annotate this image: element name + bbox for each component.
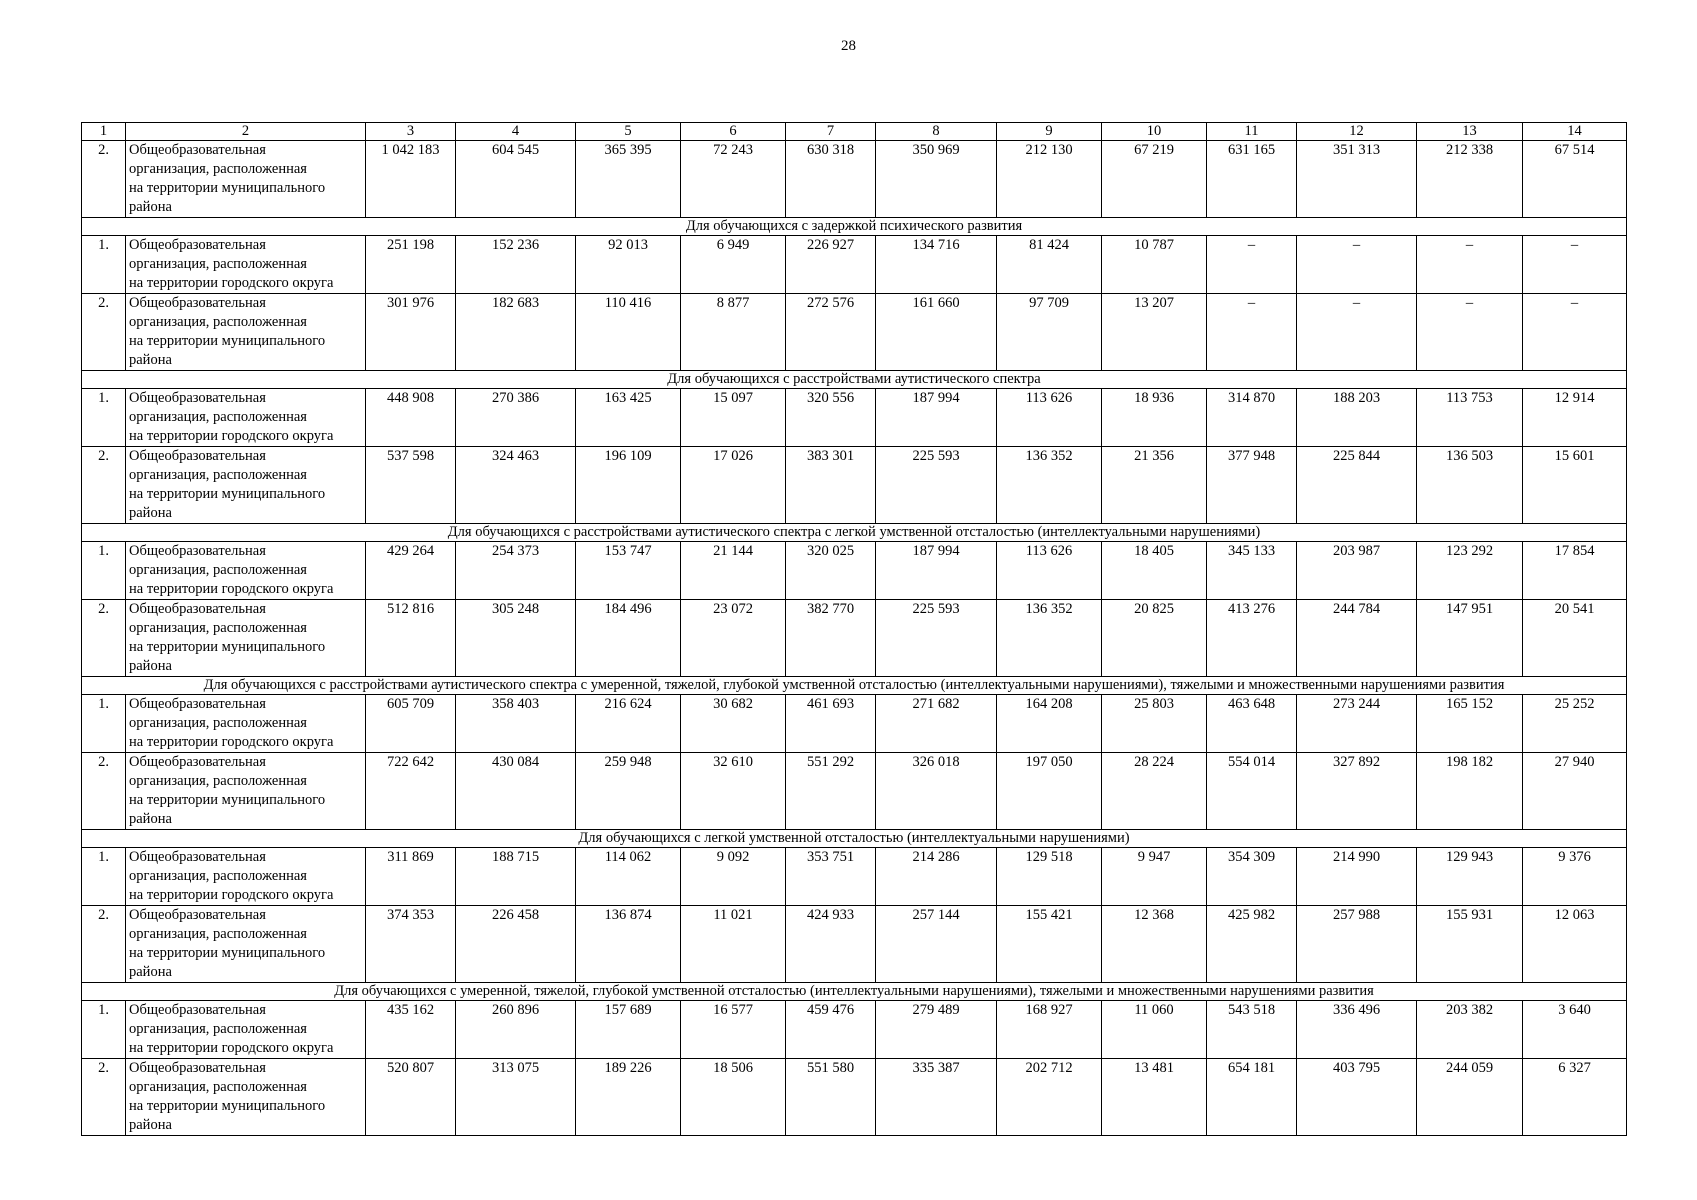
section-title: Для обучающихся с расстройствами аутистического спектра	[82, 371, 1627, 389]
section-title: Для обучающихся с расстройствами аутистического спектра с умеренной, тяжелой, глубокой умственной отсталостью (интеллектуальными нарушениями), тяжелыми и множественными нарушениями развития	[82, 677, 1627, 695]
value-cell: 257 144	[876, 906, 997, 983]
value-cell: 136 352	[997, 447, 1102, 524]
column-number: 7	[786, 123, 876, 141]
organization-name-line: организация, расположенная	[129, 926, 307, 942]
organization-name-line: организация, расположенная	[129, 467, 307, 483]
column-number: 3	[366, 123, 456, 141]
value-cell: 15 601	[1523, 447, 1627, 524]
table-row	[82, 141, 1627, 218]
value-cell: 327 892	[1297, 753, 1417, 830]
table-row	[82, 1059, 1627, 1136]
table-row	[82, 695, 1627, 753]
organization-name-line: на территории городского округа	[129, 734, 334, 750]
column-number: 8	[876, 123, 997, 141]
value-cell: 543 518	[1207, 1001, 1297, 1059]
row-number: 2.	[82, 294, 126, 371]
organization-name-line: на территории муниципального	[129, 945, 326, 961]
value-cell: 429 264	[366, 542, 456, 600]
value-cell: 351 313	[1297, 141, 1417, 218]
value-cell: 722 642	[366, 753, 456, 830]
value-cell: 165 152	[1417, 695, 1523, 753]
value-cell: 244 059	[1417, 1059, 1523, 1136]
value-cell: 430 084	[456, 753, 576, 830]
value-cell: 161 660	[876, 294, 997, 371]
value-cell: 184 496	[576, 600, 681, 677]
value-cell: 425 982	[1207, 906, 1297, 983]
row-number: 2.	[82, 906, 126, 983]
organization-name-line: на территории муниципального	[129, 1098, 326, 1114]
value-cell: 424 933	[786, 906, 876, 983]
organization-name-line: на территории муниципального	[129, 486, 326, 502]
value-cell: –	[1417, 236, 1523, 294]
value-cell: 226 927	[786, 236, 876, 294]
organization-name-line: Общеобразовательная	[129, 1002, 266, 1018]
value-cell: 551 580	[786, 1059, 876, 1136]
value-cell: 203 382	[1417, 1001, 1523, 1059]
row-number: 2.	[82, 600, 126, 677]
value-cell: –	[1297, 294, 1417, 371]
value-cell: –	[1207, 236, 1297, 294]
value-cell: 604 545	[456, 141, 576, 218]
organization-name-line: организация, расположенная	[129, 161, 307, 177]
table-row	[82, 447, 1627, 524]
value-cell: –	[1297, 236, 1417, 294]
row-number: 2.	[82, 1059, 126, 1136]
table-row	[82, 906, 1627, 983]
organization-name-line: района	[129, 658, 172, 674]
value-cell: 260 896	[456, 1001, 576, 1059]
value-cell: 279 489	[876, 1001, 997, 1059]
page-number: 28	[841, 38, 856, 54]
value-cell: 129 518	[997, 848, 1102, 906]
value-cell: 9 947	[1102, 848, 1207, 906]
value-cell: 136 352	[997, 600, 1102, 677]
value-cell: 15 097	[681, 389, 786, 447]
organization-name	[126, 695, 366, 753]
organization-name-line: Общеобразовательная	[129, 849, 266, 865]
value-cell: –	[1523, 236, 1627, 294]
value-cell: 324 463	[456, 447, 576, 524]
organization-name-line: Общеобразовательная	[129, 448, 266, 464]
section-header-row	[82, 524, 1627, 542]
value-cell: 305 248	[456, 600, 576, 677]
column-number: 4	[456, 123, 576, 141]
value-cell: 113 753	[1417, 389, 1523, 447]
value-cell: 512 816	[366, 600, 456, 677]
value-cell: 214 286	[876, 848, 997, 906]
organization-name-line: Общеобразовательная	[129, 696, 266, 712]
organization-name-line: организация, расположенная	[129, 314, 307, 330]
value-cell: 21 144	[681, 542, 786, 600]
organization-name	[126, 294, 366, 371]
organization-name	[126, 753, 366, 830]
value-cell: 630 318	[786, 141, 876, 218]
column-number: 5	[576, 123, 681, 141]
value-cell: 382 770	[786, 600, 876, 677]
value-cell: 605 709	[366, 695, 456, 753]
organization-name-line: района	[129, 811, 172, 827]
value-cell: 3 640	[1523, 1001, 1627, 1059]
value-cell: 17 854	[1523, 542, 1627, 600]
organization-name-line: на территории городского округа	[129, 887, 334, 903]
value-cell: 374 353	[366, 906, 456, 983]
value-cell: 13 207	[1102, 294, 1207, 371]
value-cell: 520 807	[366, 1059, 456, 1136]
value-cell: 182 683	[456, 294, 576, 371]
value-cell: 163 425	[576, 389, 681, 447]
value-cell: 202 712	[997, 1059, 1102, 1136]
value-cell: 25 252	[1523, 695, 1627, 753]
organization-name-line: организация, расположенная	[129, 773, 307, 789]
row-number: 1.	[82, 236, 126, 294]
section-header-row	[82, 677, 1627, 695]
value-cell: 212 130	[997, 141, 1102, 218]
organization-name-line: Общеобразовательная	[129, 543, 266, 559]
value-cell: 114 062	[576, 848, 681, 906]
value-cell: 301 976	[366, 294, 456, 371]
table-row	[82, 753, 1627, 830]
value-cell: 20 825	[1102, 600, 1207, 677]
value-cell: 30 682	[681, 695, 786, 753]
organization-name-line: организация, расположенная	[129, 868, 307, 884]
section-header-row	[82, 830, 1627, 848]
value-cell: 72 243	[681, 141, 786, 218]
value-cell: 189 226	[576, 1059, 681, 1136]
value-cell: 272 576	[786, 294, 876, 371]
value-cell: 20 541	[1523, 600, 1627, 677]
value-cell: 10 787	[1102, 236, 1207, 294]
value-cell: 554 014	[1207, 753, 1297, 830]
value-cell: 551 292	[786, 753, 876, 830]
organization-name-line: организация, расположенная	[129, 409, 307, 425]
value-cell: 251 198	[366, 236, 456, 294]
organization-name-line: района	[129, 1117, 172, 1133]
value-cell: –	[1417, 294, 1523, 371]
organization-name	[126, 1001, 366, 1059]
value-cell: 92 013	[576, 236, 681, 294]
section-header-row	[82, 983, 1627, 1001]
value-cell: 257 988	[1297, 906, 1417, 983]
value-cell: 6 949	[681, 236, 786, 294]
column-number: 10	[1102, 123, 1207, 141]
value-cell: 463 648	[1207, 695, 1297, 753]
value-cell: 25 803	[1102, 695, 1207, 753]
organization-name-line: на территории городского округа	[129, 275, 334, 291]
value-cell: 383 301	[786, 447, 876, 524]
value-cell: 273 244	[1297, 695, 1417, 753]
row-number: 2.	[82, 753, 126, 830]
organization-name-line: Общеобразовательная	[129, 142, 266, 158]
organization-name	[126, 447, 366, 524]
value-cell: 187 994	[876, 389, 997, 447]
value-cell: 134 716	[876, 236, 997, 294]
organization-name-line: Общеобразовательная	[129, 237, 266, 253]
value-cell: 188 203	[1297, 389, 1417, 447]
value-cell: 157 689	[576, 1001, 681, 1059]
value-cell: 155 421	[997, 906, 1102, 983]
section-title: Для обучающихся с легкой умственной отсталостью (интеллектуальными нарушениями)	[82, 830, 1627, 848]
table-row	[82, 600, 1627, 677]
value-cell: 21 356	[1102, 447, 1207, 524]
value-cell: 203 987	[1297, 542, 1417, 600]
value-cell: 113 626	[997, 542, 1102, 600]
value-cell: 198 182	[1417, 753, 1523, 830]
table-row	[82, 294, 1627, 371]
section-header-row	[82, 371, 1627, 389]
row-number: 1.	[82, 695, 126, 753]
row-number: 1.	[82, 1001, 126, 1059]
value-cell: 110 416	[576, 294, 681, 371]
organization-name-line: Общеобразовательная	[129, 907, 266, 923]
value-cell: 654 181	[1207, 1059, 1297, 1136]
organization-name-line: на территории городского округа	[129, 428, 334, 444]
value-cell: 1 042 183	[366, 141, 456, 218]
value-cell: 17 026	[681, 447, 786, 524]
organization-name-line: района	[129, 199, 172, 215]
value-cell: 187 994	[876, 542, 997, 600]
organization-name-line: на территории городского округа	[129, 1040, 334, 1056]
value-cell: 314 870	[1207, 389, 1297, 447]
value-cell: 225 844	[1297, 447, 1417, 524]
data-table	[81, 122, 1627, 1136]
organization-name-line: организация, расположенная	[129, 562, 307, 578]
value-cell: 212 338	[1417, 141, 1523, 218]
value-cell: 225 593	[876, 600, 997, 677]
organization-name	[126, 1059, 366, 1136]
value-cell: 97 709	[997, 294, 1102, 371]
value-cell: 254 373	[456, 542, 576, 600]
value-cell: 403 795	[1297, 1059, 1417, 1136]
value-cell: 28 224	[1102, 753, 1207, 830]
column-number: 13	[1417, 123, 1523, 141]
organization-name-line: на территории муниципального	[129, 792, 326, 808]
value-cell: 244 784	[1297, 600, 1417, 677]
column-number: 14	[1523, 123, 1627, 141]
organization-name	[126, 542, 366, 600]
value-cell: 67 514	[1523, 141, 1627, 218]
row-number: 1.	[82, 542, 126, 600]
organization-name	[126, 906, 366, 983]
value-cell: 16 577	[681, 1001, 786, 1059]
value-cell: 216 624	[576, 695, 681, 753]
value-cell: 270 386	[456, 389, 576, 447]
value-cell: 259 948	[576, 753, 681, 830]
organization-name-line: на территории муниципального	[129, 333, 326, 349]
organization-name	[126, 389, 366, 447]
organization-name-line: организация, расположенная	[129, 620, 307, 636]
section-title: Для обучающихся с умеренной, тяжелой, глубокой умственной отсталостью (интеллектуальными нарушениями), тяжелыми и множественными нарушениями развития	[82, 983, 1627, 1001]
value-cell: 537 598	[366, 447, 456, 524]
organization-name-line: района	[129, 352, 172, 368]
value-cell: 136 874	[576, 906, 681, 983]
table-row	[82, 542, 1627, 600]
value-cell: 350 969	[876, 141, 997, 218]
value-cell: 313 075	[456, 1059, 576, 1136]
column-number: 1	[82, 123, 126, 141]
section-title: Для обучающихся с расстройствами аутистического спектра с легкой умственной отсталостью (интеллектуальными нарушениями)	[82, 524, 1627, 542]
column-number: 2	[126, 123, 366, 141]
organization-name-line: на территории городского округа	[129, 581, 334, 597]
organization-name-line: Общеобразовательная	[129, 390, 266, 406]
row-number: 1.	[82, 848, 126, 906]
organization-name-line: района	[129, 505, 172, 521]
value-cell: 11 060	[1102, 1001, 1207, 1059]
organization-name	[126, 141, 366, 218]
value-cell: 11 021	[681, 906, 786, 983]
value-cell: 18 506	[681, 1059, 786, 1136]
value-cell: 153 747	[576, 542, 681, 600]
value-cell: 9 092	[681, 848, 786, 906]
value-cell: 377 948	[1207, 447, 1297, 524]
value-cell: 13 481	[1102, 1059, 1207, 1136]
value-cell: 225 593	[876, 447, 997, 524]
row-number: 2.	[82, 447, 126, 524]
value-cell: 18 936	[1102, 389, 1207, 447]
value-cell: 196 109	[576, 447, 681, 524]
value-cell: 459 476	[786, 1001, 876, 1059]
value-cell: 226 458	[456, 906, 576, 983]
value-cell: 155 931	[1417, 906, 1523, 983]
organization-name-line: Общеобразовательная	[129, 1060, 266, 1076]
value-cell: 23 072	[681, 600, 786, 677]
value-cell: 435 162	[366, 1001, 456, 1059]
value-cell: 113 626	[997, 389, 1102, 447]
value-cell: 18 405	[1102, 542, 1207, 600]
value-cell: 168 927	[997, 1001, 1102, 1059]
value-cell: 448 908	[366, 389, 456, 447]
column-number: 12	[1297, 123, 1417, 141]
organization-name	[126, 600, 366, 677]
value-cell: 27 940	[1523, 753, 1627, 830]
organization-name-line: Общеобразовательная	[129, 601, 266, 617]
value-cell: 326 018	[876, 753, 997, 830]
value-cell: 320 556	[786, 389, 876, 447]
row-number: 2.	[82, 141, 126, 218]
column-number: 6	[681, 123, 786, 141]
value-cell: 345 133	[1207, 542, 1297, 600]
organization-name-line: организация, расположенная	[129, 715, 307, 731]
table-row	[82, 236, 1627, 294]
organization-name	[126, 848, 366, 906]
value-cell: 320 025	[786, 542, 876, 600]
value-cell: 214 990	[1297, 848, 1417, 906]
section-title: Для обучающихся с задержкой психического развития	[82, 218, 1627, 236]
value-cell: 365 395	[576, 141, 681, 218]
organization-name-line: Общеобразовательная	[129, 295, 266, 311]
value-cell: 631 165	[1207, 141, 1297, 218]
section-header-row	[82, 218, 1627, 236]
value-cell: 353 751	[786, 848, 876, 906]
value-cell: 188 715	[456, 848, 576, 906]
value-cell: 311 869	[366, 848, 456, 906]
value-cell: 164 208	[997, 695, 1102, 753]
organization-name-line: на территории муниципального	[129, 639, 326, 655]
value-cell: 358 403	[456, 695, 576, 753]
organization-name-line: Общеобразовательная	[129, 754, 266, 770]
table-body	[82, 123, 1627, 1136]
value-cell: 136 503	[1417, 447, 1523, 524]
value-cell: 336 496	[1297, 1001, 1417, 1059]
organization-name-line: организация, расположенная	[129, 256, 307, 272]
value-cell: 129 943	[1417, 848, 1523, 906]
value-cell: 413 276	[1207, 600, 1297, 677]
value-cell: 197 050	[997, 753, 1102, 830]
organization-name-line: организация, расположенная	[129, 1021, 307, 1037]
organization-name	[126, 236, 366, 294]
value-cell: 12 914	[1523, 389, 1627, 447]
value-cell: 12 368	[1102, 906, 1207, 983]
value-cell: –	[1207, 294, 1297, 371]
value-cell: 147 951	[1417, 600, 1523, 677]
value-cell: 271 682	[876, 695, 997, 753]
column-number-row	[82, 123, 1627, 141]
table-row	[82, 1001, 1627, 1059]
row-number: 1.	[82, 389, 126, 447]
value-cell: 461 693	[786, 695, 876, 753]
value-cell: 335 387	[876, 1059, 997, 1136]
organization-name-line: организация, расположенная	[129, 1079, 307, 1095]
value-cell: 12 063	[1523, 906, 1627, 983]
value-cell: 123 292	[1417, 542, 1523, 600]
value-cell: 8 877	[681, 294, 786, 371]
value-cell: 67 219	[1102, 141, 1207, 218]
value-cell: 354 309	[1207, 848, 1297, 906]
value-cell: 152 236	[456, 236, 576, 294]
table-row	[82, 389, 1627, 447]
column-number: 9	[997, 123, 1102, 141]
value-cell: 32 610	[681, 753, 786, 830]
column-number: 11	[1207, 123, 1297, 141]
value-cell: –	[1523, 294, 1627, 371]
organization-name-line: района	[129, 964, 172, 980]
value-cell: 81 424	[997, 236, 1102, 294]
value-cell: 9 376	[1523, 848, 1627, 906]
table-row	[82, 848, 1627, 906]
organization-name-line: на территории муниципального	[129, 180, 326, 196]
value-cell: 6 327	[1523, 1059, 1627, 1136]
